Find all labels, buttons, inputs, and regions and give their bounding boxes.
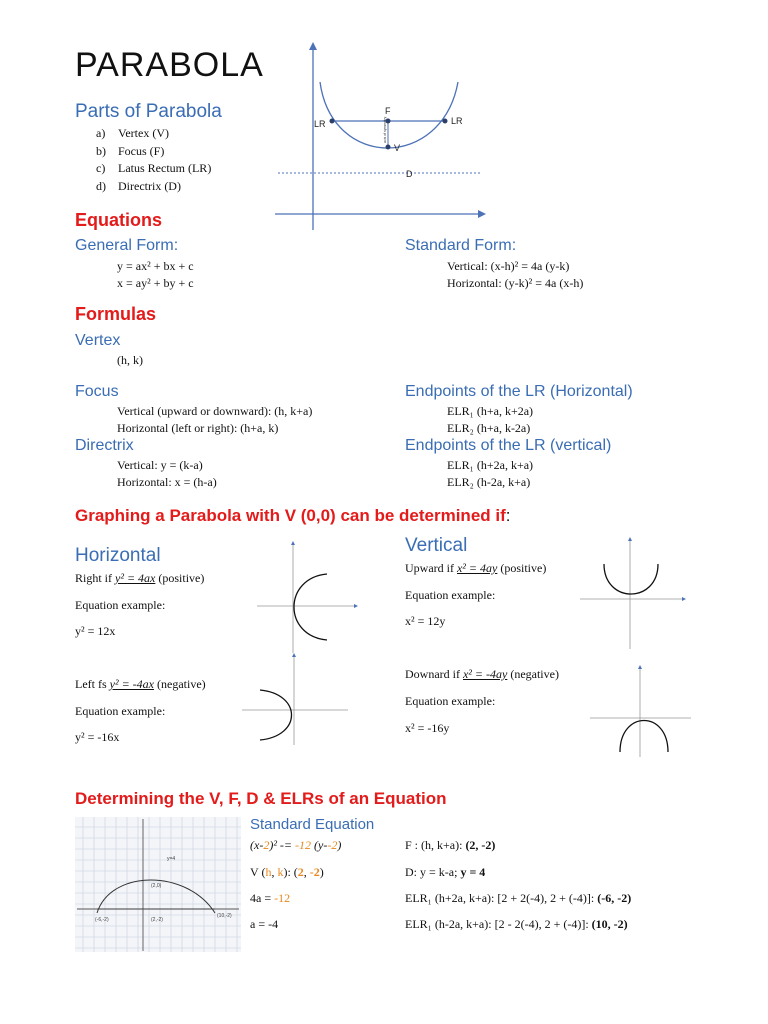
- determining-heading: Determining the V, F, D & ELRs of an Equation: [75, 789, 447, 808]
- directrix-result: D: y = k-a; y = 4: [405, 865, 486, 879]
- svg-text:y=4: y=4: [167, 856, 176, 862]
- grid-graph: [75, 817, 241, 952]
- x-axis-arrow: [478, 210, 486, 218]
- equation-example: y² = 12x: [75, 624, 116, 638]
- focus-formulas: Vertical (upward or downward): (h, k+a) Horizontal (left or right): (h+a, k): [117, 404, 313, 435]
- list-item: c) Latus Rectum (LR): [96, 161, 212, 175]
- list-item: a) Vertex (V): [96, 126, 169, 140]
- page-title: PARABOLA: [75, 46, 264, 84]
- vertex-label: V: [394, 143, 401, 153]
- lr-left-point: [330, 119, 335, 124]
- equation-example: x² = 12y: [405, 614, 446, 628]
- vertex-formula: (h, k): [117, 353, 143, 367]
- directrix-label: D: [406, 169, 413, 179]
- parabola-diagram: [270, 40, 490, 230]
- parts-heading: Parts of Parabola: [75, 101, 222, 122]
- list-item: d) Directrix (D): [96, 178, 181, 193]
- directrix-label: Directrix: [75, 437, 134, 454]
- vertex-point: [386, 145, 391, 150]
- downward-graph: [588, 664, 693, 759]
- right-condition: Right if y² = 4ax (positive): [75, 571, 205, 585]
- equation-example-label: Equation example:: [75, 598, 166, 612]
- lr-horizontal-formulas: ELR₁ (h+a, k+2a) ELR₂ (h+a, k-2a): [447, 404, 534, 435]
- lr-left-label: LR: [314, 119, 326, 129]
- equations-heading: Equations: [75, 210, 163, 230]
- parts-list: [96, 125, 211, 195]
- lr-right-label: LR: [451, 116, 463, 126]
- equation-example: y² = -16x: [75, 730, 120, 744]
- focus-result: F : (h, k+a): (2, -2): [405, 838, 496, 852]
- lr-vertical-formulas: ELR₁ (h+2a, k+a) ELR₂ (h-2a, k+a): [447, 458, 534, 489]
- vertical-label: Vertical: [405, 535, 468, 556]
- lr-vertical-label: Endpoints of the LR (vertical): [405, 437, 612, 454]
- svg-text:(2,0): (2,0): [151, 883, 162, 889]
- equation-example-label: Equation example:: [405, 588, 496, 602]
- general-form-label: General Form:: [75, 237, 179, 254]
- focus-label: Focus: [75, 383, 119, 400]
- downward-condition: Downard if x² = -4ay (negative): [405, 667, 559, 681]
- four-a-result: 4a = -12: [250, 891, 291, 905]
- svg-text:(-6,-2): (-6,-2): [95, 917, 109, 923]
- upward-graph: [578, 536, 688, 651]
- focus-label: F: [385, 106, 391, 116]
- left-opening-graph: [240, 652, 350, 747]
- vertex-label: Vertex: [75, 332, 121, 349]
- directrix-formulas: Vertical: y = (k-a) Horizontal: x = (h-a): [117, 458, 217, 489]
- formulas-heading: Formulas: [75, 304, 157, 324]
- equation-example: x² = -16y: [405, 721, 450, 735]
- left-condition: Left fs y² = -4ax (negative): [75, 677, 206, 691]
- axis-of-symmetry-label: axis of symmetry: [383, 116, 387, 143]
- elr2-result: ELR₁ (h-2a, k+a): [2 - 2(-4), 2 + (-4)]: (10, -2): [405, 917, 628, 931]
- standard-equation: (x-2)² -= -12 (y--2): [250, 838, 342, 852]
- list-item: b) Focus (F): [96, 143, 165, 158]
- graphing-heading: Graphing a Parabola with V (0,0) can be determined if:: [75, 506, 511, 525]
- svg-text:(2,-2): (2,-2): [151, 917, 163, 923]
- equation-example-label: Equation example:: [405, 694, 496, 708]
- lr-horizontal-label: Endpoints of the LR (Horizontal): [405, 383, 633, 400]
- vertex-result: V (h, k): (2, -2): [250, 865, 324, 879]
- equation-example-label: Equation example:: [75, 704, 166, 718]
- a-result: a = -4: [250, 917, 279, 931]
- y-axis-arrow: [309, 42, 317, 50]
- horizontal-label: Horizontal: [75, 545, 161, 566]
- elr1-result: ELR₁ (h+2a, k+a): [2 + 2(-4), 2 + (-4)]: (-6, -2): [405, 891, 632, 905]
- lr-right-point: [443, 119, 448, 124]
- standard-form-label: Standard Form:: [405, 237, 517, 254]
- upward-condition: Upward if x² = 4ay (positive): [405, 561, 547, 575]
- standard-equation-label: Standard Equation: [250, 816, 375, 833]
- standard-form-equations: Vertical: (x-h)² = 4a (y-k) Horizontal: (y-k)² = 4a (x-h): [447, 259, 584, 290]
- svg-text:(10,-2): (10,-2): [217, 913, 232, 919]
- general-form-equations: y = ax² + bx + c x = ay² + by + c: [117, 259, 194, 290]
- right-opening-graph: [255, 540, 360, 655]
